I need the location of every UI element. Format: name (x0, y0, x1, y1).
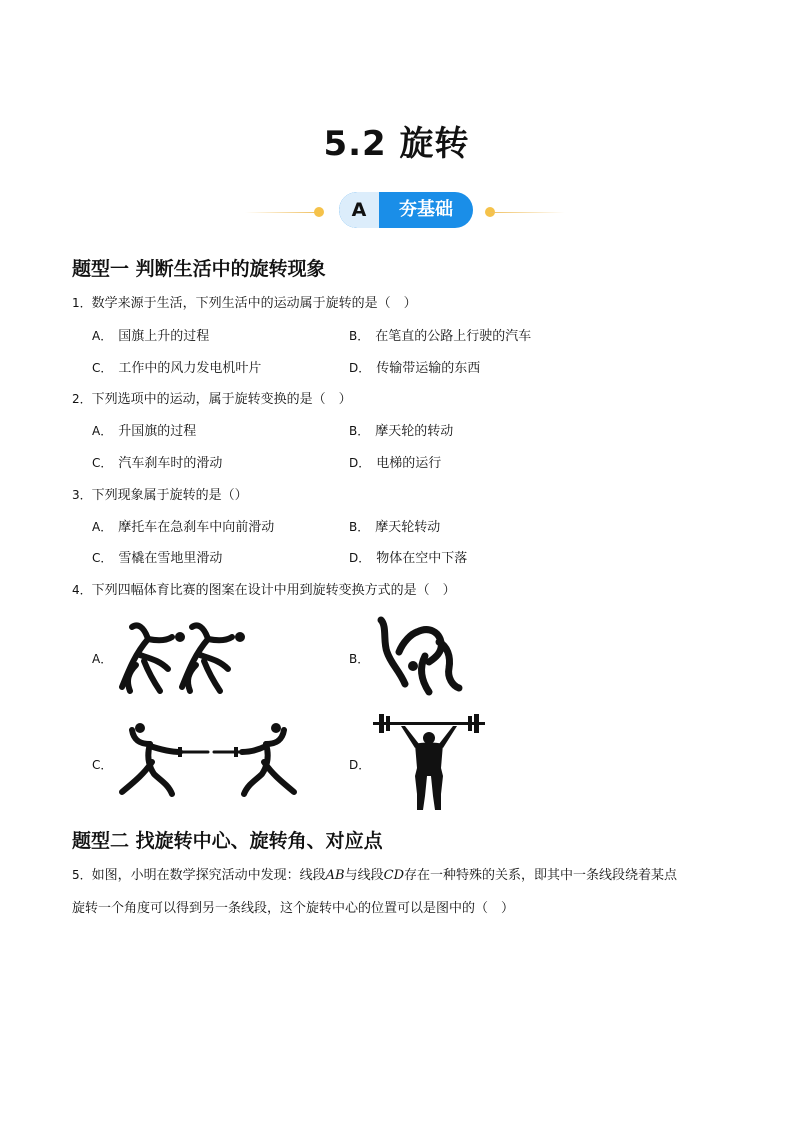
question-text-part: 如图，小明在数学探究活动中发现：线段 (91, 868, 326, 883)
option-2d (349, 452, 441, 471)
question-text-part: 与线段 (344, 868, 384, 883)
option-key: C． (92, 758, 113, 772)
weightlifting-silhouette-icon (371, 710, 486, 815)
banner-pill (339, 192, 473, 228)
option-text: 汽车刹车时的滑动 (118, 456, 223, 471)
option-3c (92, 547, 222, 566)
question-text: 数学来源于生活，下列生活中的运动属于旋转的是（ ） (91, 296, 417, 311)
question-text: 下列四幅体育比赛的图案在设计中用到旋转变换方式的是（ ） (91, 583, 456, 598)
option-text: 国旗上升的过程 (118, 329, 210, 344)
page-title: 5.2 旋转 (323, 124, 470, 164)
option-key: D． (349, 361, 371, 375)
option-4c (92, 722, 307, 802)
question-number: 3． (72, 488, 92, 502)
option-key: C． (92, 456, 113, 470)
question-3 (72, 484, 248, 503)
judo-pictogram-icon (373, 612, 468, 702)
question-number: 4． (72, 583, 92, 597)
option-4d (349, 710, 489, 815)
option-text: 在笔直的公路上行驶的汽车 (375, 329, 532, 344)
segment-cd-label: CD (383, 868, 404, 883)
question-text-part: 旋转一个角度可以得到另一条线段，这个旋转中心的位置可以是图中的（ ） (72, 901, 515, 916)
segment-ab-label: AB (325, 868, 345, 883)
section-title-2: 题型二 找旋转中心、旋转角、对应点 (72, 830, 383, 852)
question-2 (72, 388, 352, 407)
option-key: C． (92, 551, 113, 565)
option-key: B． (349, 424, 370, 438)
option-1a (92, 325, 209, 344)
question-text-part: 存在一种特殊的关系，即其中一条线段绕着某点 (404, 868, 678, 883)
option-key: D． (349, 551, 371, 565)
option-text: 升国旗的过程 (118, 424, 197, 439)
question-number: 2． (72, 392, 92, 406)
option-1d (349, 357, 480, 376)
wrestling-pictogram-icon (114, 615, 254, 700)
question-5 (72, 864, 677, 883)
option-text: 传输带运输的东西 (376, 361, 481, 376)
option-2a (92, 420, 196, 439)
option-3d (349, 547, 467, 566)
banner-letter: A (339, 192, 379, 228)
option-2b (349, 420, 453, 439)
option-key: A． (92, 520, 113, 534)
banner-dot-left (314, 207, 324, 217)
option-key: B． (349, 520, 370, 534)
banner-label: 夯基础 (399, 199, 453, 220)
banner-line-left (245, 212, 317, 213)
option-2c (92, 452, 222, 471)
option-key: C． (92, 361, 113, 375)
option-3a (92, 516, 274, 535)
option-key: A． (92, 424, 113, 438)
option-text: 摩天轮转动 (375, 520, 441, 535)
banner-line-right (490, 212, 565, 213)
question-text: 下列选项中的运动，属于旋转变换的是（ ） (91, 392, 352, 407)
option-text: 电梯的运行 (376, 456, 442, 471)
option-text: 工作中的风力发电机叶片 (118, 361, 262, 376)
fencing-pictogram-icon (116, 722, 301, 802)
question-number: 1． (72, 296, 92, 310)
option-key: B． (349, 652, 370, 666)
option-key: D． (349, 758, 371, 772)
question-number: 5． (72, 868, 92, 882)
section-banner (245, 192, 565, 230)
option-1c (92, 357, 261, 376)
question-1 (72, 292, 417, 311)
option-key: A． (92, 329, 113, 343)
option-3b (349, 516, 440, 535)
option-key: B． (349, 329, 370, 343)
option-text: 摩天轮的转动 (375, 424, 454, 439)
question-text: 下列现象属于旋转的是（） (91, 488, 248, 503)
question-4 (72, 579, 456, 598)
option-4b (349, 612, 489, 702)
option-text: 雪橇在雪地里滑动 (118, 551, 223, 566)
option-text: 物体在空中下落 (376, 551, 468, 566)
option-key: D． (349, 456, 371, 470)
option-1b (349, 325, 531, 344)
option-text: 摩托车在急刹车中向前滑动 (118, 520, 275, 535)
option-key: A． (92, 652, 113, 666)
option-4a (92, 615, 262, 700)
section-title-1: 题型一 判断生活中的旋转现象 (72, 258, 326, 280)
question-5-line2 (72, 897, 514, 916)
